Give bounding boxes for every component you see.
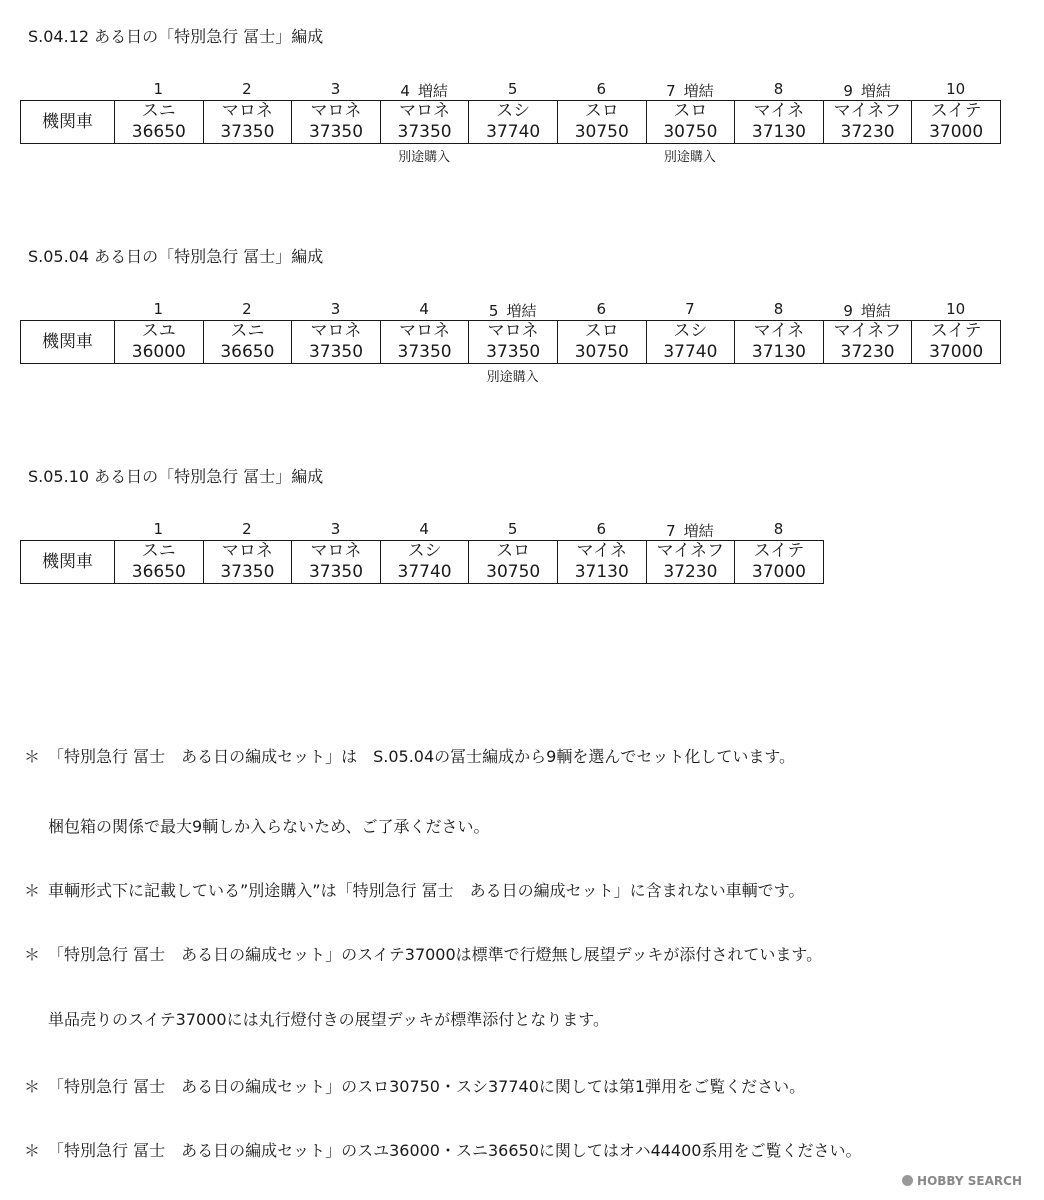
car-number-label: 9 [843,302,853,320]
car-type-number: 37350 [220,122,275,142]
car-cell [380,101,469,144]
car-type-name: マイネ [753,321,805,341]
car-number-label: 3 [330,300,341,318]
extension-car-label: 増結 [860,82,891,100]
formation-row [21,541,824,584]
section-title: S.05.04 ある日の「特別急行 冨士」編成 [28,247,324,266]
formation-table [20,100,1001,144]
car-type-name: スロ [584,321,619,341]
car-number-label: 4 [419,300,429,318]
car-type-name: スニ [141,101,176,121]
note-text: 「特別急行 冨士 ある日の編成セット」のスユ36000・スニ36650に関してはオハ44400系用をご覧ください。 [48,1141,862,1160]
car-type-name: マイネ [753,101,805,121]
car-cell [912,101,1001,144]
formation-row [21,101,1001,144]
car-cell [646,101,735,144]
car-type-number: 37130 [751,342,806,362]
car-number [114,80,203,98]
car-number [646,300,735,318]
separate-purchase-note: 別途購入 [663,150,716,165]
car-cell [115,101,204,144]
locomotive-cell: 機関車 [21,321,115,364]
car-number-label: 8 [773,300,784,318]
car-cell [823,101,912,144]
car-number-label: 2 [242,300,252,318]
asterisk-bullet: ＊ [24,747,41,766]
car-type-number: 30750 [663,122,718,142]
note-text: 車輌形式下に記載している”別途購入”は「特別急行 冨士 ある日の編成セット」に含まれない車輌です。 [48,881,805,900]
car-cell [203,101,292,144]
car-number-label: 7 [666,82,676,100]
car-type-name: スニ [230,321,265,341]
car-number [203,300,292,318]
car-number-label: 2 [242,80,252,98]
watermark-text: HOBBY SEARCH [917,1174,1022,1188]
car-type-number: 36000 [131,342,186,362]
car-number-label: 6 [596,520,607,538]
car-cell [380,541,469,584]
car-number-label: 7 [666,522,676,540]
car-type-name: マロネ [310,541,362,561]
note-text: 「特別急行 冨士 ある日の編成セット」のスイテ37000は標準で行燈無し展望デッキが添付されています。 [48,945,823,964]
asterisk-bullet: ＊ [24,1077,41,1096]
car-type-number: 37740 [397,562,452,582]
car-number [557,300,646,318]
car-type-number: 37130 [574,562,629,582]
car-cell [735,541,824,584]
car-number [646,80,735,101]
car-type-name: スイテ [753,541,805,561]
car-type-number: 37000 [929,122,984,142]
section-title: S.05.10 ある日の「特別急行 冨士」編成 [28,467,324,486]
locomotive-cell: 機関車 [21,101,115,144]
car-number-label: 10 [946,80,966,98]
note-text: 梱包箱の関係で最大9輌しか入らないため、ご了承ください。 [48,817,490,836]
car-cell [469,101,558,144]
car-number [823,80,912,101]
car-number [734,80,823,98]
formation-table [20,540,824,584]
hobby-search-logo-icon [902,1175,913,1186]
car-type-name: スイテ [930,101,982,121]
formation-table [20,320,1001,364]
car-cell [292,101,381,144]
car-type-name: マイネフ [833,321,902,341]
car-cell [203,321,292,364]
car-type-name: スニ [141,541,176,561]
car-cell [115,321,204,364]
car-type-number: 37350 [397,122,452,142]
separate-purchase-note: 別途購入 [486,370,539,385]
car-type-name: マロネ [310,101,362,121]
car-type-number: 37130 [751,122,806,142]
car-number [911,300,1000,318]
car-number [380,80,469,101]
car-type-number: 37350 [308,122,364,142]
car-type-name: スイテ [930,321,982,341]
car-number [114,300,203,318]
car-cell [115,541,204,584]
car-type-number: 37350 [397,342,452,362]
car-type-number: 37000 [751,562,806,582]
car-number-label: 5 [507,80,518,98]
car-number [203,520,292,538]
note-item [24,878,804,901]
car-number-label: 4 [400,82,410,100]
car-cell [469,541,558,584]
car-number [291,300,380,318]
car-number-label: 10 [946,300,966,318]
car-type-name: スユ [141,321,176,341]
car-number [468,300,557,321]
car-cell [469,321,558,364]
formation-row [21,321,1001,364]
car-cell [735,321,824,364]
note-item [24,744,795,767]
car-cell [557,321,646,364]
car-number [646,520,735,541]
car-type-number: 37230 [840,342,895,362]
car-type-name: スシ [673,321,708,341]
car-number [468,520,557,538]
separate-purchase-note: 別途購入 [398,150,451,165]
note-item [48,1007,609,1030]
car-number [557,80,646,98]
car-number [734,520,823,538]
car-type-number: 37350 [308,562,364,582]
car-type-number: 30750 [486,562,541,582]
car-type-number: 37740 [663,342,718,362]
car-number [203,80,292,98]
car-type-number: 37230 [663,562,718,582]
car-type-name: スシ [407,541,442,561]
car-type-name: マイネ [576,541,628,561]
car-number-label: 1 [153,520,164,538]
car-type-name: マロネ [221,541,273,561]
car-type-number: 37230 [840,122,895,142]
note-text: 「特別急行 冨士 ある日の編成セット」のスロ30750・スシ37740に関しては第1弾用をご覧ください。 [48,1077,806,1096]
car-number-label: 1 [153,80,164,98]
car-cell [646,321,735,364]
car-number [911,80,1000,98]
car-type-number: 37350 [220,562,275,582]
extension-car-label: 増結 [683,522,714,540]
car-type-number: 36650 [131,562,186,582]
car-number-label: 7 [685,300,695,318]
car-number-label: 9 [843,82,853,100]
car-number-label: 2 [242,520,252,538]
note-item [24,1074,805,1097]
asterisk-bullet: ＊ [24,881,41,900]
car-cell [912,321,1001,364]
car-type-name: スシ [496,101,531,121]
car-number [734,300,823,318]
car-number [823,300,912,321]
car-number-label: 1 [153,300,164,318]
car-number-label: 5 [507,520,518,538]
car-cell [380,321,469,364]
extension-car-label: 増結 [860,302,891,320]
car-number-label: 6 [596,300,607,318]
car-type-name: マロネ [310,321,362,341]
car-type-number: 36650 [131,122,186,142]
car-number [557,520,646,538]
car-type-number: 37350 [486,342,541,362]
car-number-label: 8 [773,520,784,538]
car-type-name: マイネフ [656,541,725,561]
car-cell [823,321,912,364]
asterisk-bullet: ＊ [24,1141,41,1160]
car-number-label: 4 [419,520,429,538]
car-number-label: 3 [330,80,341,98]
car-type-name: スロ [584,101,619,121]
car-type-name: マイネフ [833,101,902,121]
note-text: 単品売りのスイテ37000には丸行燈付きの展望デッキが標準添付となります。 [48,1010,609,1029]
car-number-label: 3 [330,520,341,538]
asterisk-bullet: ＊ [24,945,41,964]
car-type-name: マロネ [487,321,539,341]
car-number-label: 5 [488,302,499,320]
hobby-search-watermark [902,1174,1022,1188]
car-number [380,520,469,538]
car-cell [292,541,381,584]
car-number [291,80,380,98]
car-type-number: 37000 [929,342,984,362]
car-number [468,80,557,98]
car-number-label: 8 [773,80,784,98]
car-cell [646,541,735,584]
car-type-number: 37350 [308,342,364,362]
section-title: S.04.12 ある日の「特別急行 冨士」編成 [28,27,324,46]
car-type-number: 36650 [220,342,275,362]
car-type-number: 37740 [486,122,541,142]
car-type-name: スロ [496,541,531,561]
car-cell [203,541,292,584]
car-number-label: 6 [596,80,607,98]
note-item [48,814,490,837]
car-cell [735,101,824,144]
note-item [24,942,822,965]
car-number [380,300,469,318]
car-type-name: マロネ [399,101,451,121]
car-cell [557,101,646,144]
note-item [24,1138,861,1161]
extension-car-label: 増結 [506,302,537,320]
note-text: 「特別急行 冨士 ある日の編成セット」は S.05.04の冨士編成から9輌を選んでセット化しています。 [48,747,796,766]
car-cell [557,541,646,584]
extension-car-label: 増結 [417,82,448,100]
car-cell [292,321,381,364]
locomotive-cell: 機関車 [21,541,115,584]
car-type-name: マロネ [399,321,451,341]
car-type-name: スロ [673,101,708,121]
car-type-number: 30750 [574,342,629,362]
car-type-name: マロネ [221,101,273,121]
car-type-number: 30750 [574,122,629,142]
car-number [291,520,380,538]
car-number [114,520,203,538]
extension-car-label: 増結 [683,82,714,100]
